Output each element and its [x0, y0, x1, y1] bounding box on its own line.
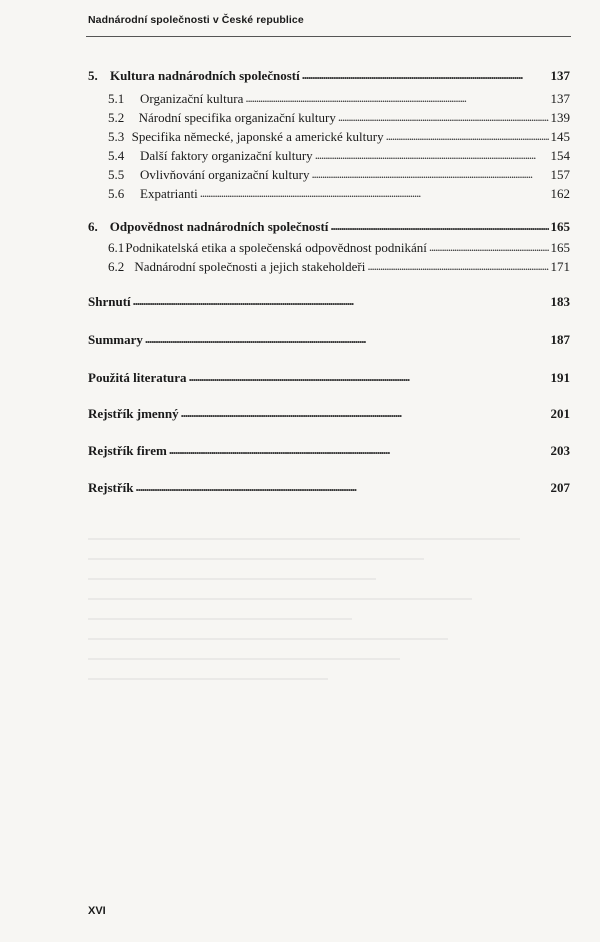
section-number: 5.2 — [108, 110, 125, 125]
leader-dots — [311, 167, 548, 182]
section-number: 5.1 — [108, 91, 125, 106]
leader-dots — [338, 110, 549, 125]
section-title: Ovlivňování organizační kultury — [140, 167, 310, 182]
section-title: Podnikatelská etika a společenská odpovědnost podnikání — [125, 240, 427, 255]
leader-dots — [189, 370, 549, 385]
back-matter-title: Použitá literatura — [88, 370, 187, 385]
toc-back-rejstrik[interactable] — [88, 480, 570, 496]
toc-back-rejstrik-firem[interactable] — [88, 443, 570, 459]
page-number: 165 — [550, 219, 570, 234]
chapter-number: 6. — [88, 219, 98, 234]
header-rule — [86, 36, 571, 37]
section-number: 5.4 — [108, 148, 125, 163]
page-number: 154 — [550, 148, 570, 163]
toc-chapter-6[interactable] — [88, 219, 570, 235]
section-number: 6.2 — [108, 259, 125, 274]
page-number: 183 — [550, 294, 570, 309]
show-through-text — [88, 520, 568, 820]
toc-section-6-2[interactable] — [108, 259, 570, 275]
chapter-title: Kultura nadnárodních společností — [110, 68, 300, 83]
page-number: 137 — [550, 68, 570, 83]
page-number: 201 — [550, 406, 570, 421]
back-matter-title: Rejstřík firem — [88, 443, 167, 458]
toc-section-5-1[interactable] — [108, 91, 570, 107]
chapter-number: 5. — [88, 68, 98, 83]
section-title: Další faktory organizační kultury — [140, 148, 313, 163]
leader-dots — [386, 129, 549, 144]
running-header: Nadnárodní společnosti v České republice — [88, 14, 304, 26]
page-number: 171 — [550, 259, 570, 274]
chapter-title: Odpovědnost nadnárodních společností — [109, 219, 329, 234]
section-number: 5.3 — [108, 129, 125, 144]
page-number: 191 — [550, 370, 570, 385]
page-number: 137 — [550, 91, 570, 106]
toc-section-5-3[interactable] — [108, 129, 570, 145]
page-number: 187 — [550, 332, 570, 347]
page-number: 139 — [550, 110, 570, 125]
page-number: 207 — [550, 480, 570, 495]
leader-dots — [136, 480, 549, 495]
leader-dots — [133, 294, 549, 309]
section-number: 5.6 — [108, 186, 125, 201]
section-title: Organizační kultura — [140, 91, 244, 106]
back-matter-title: Summary — [88, 332, 143, 347]
leader-dots — [200, 186, 549, 201]
section-number: 6.1 — [108, 240, 125, 255]
toc-section-5-4[interactable] — [108, 148, 570, 164]
toc-section-5-6[interactable] — [108, 186, 570, 202]
section-title: Specifika německé, japonské a americké kultury — [131, 129, 384, 144]
leader-dots — [330, 219, 548, 234]
back-matter-title: Rejstřík — [88, 480, 134, 495]
toc-section-5-5[interactable] — [108, 167, 570, 183]
leader-dots — [302, 68, 549, 83]
section-number: 5.5 — [108, 167, 125, 182]
toc-section-5-2[interactable] — [108, 110, 570, 126]
section-title: Expatrianti — [140, 186, 198, 201]
page-number: 145 — [550, 129, 570, 144]
leader-dots — [429, 240, 549, 255]
back-matter-title: Rejstřík jmenný — [88, 406, 179, 421]
page-folio: XVI — [88, 905, 106, 917]
toc-back-literatura[interactable] — [88, 370, 570, 386]
page-number: 157 — [550, 167, 570, 182]
toc-back-shrnuti[interactable] — [88, 294, 570, 310]
toc-section-6-1[interactable] — [108, 240, 570, 256]
section-title: Národní specifika organizační kultury — [138, 110, 336, 125]
back-matter-title: Shrnutí — [88, 294, 131, 309]
toc-chapter-5[interactable] — [88, 68, 570, 84]
toc-back-rejstrik-jmenny[interactable] — [88, 406, 570, 422]
page-number: 165 — [550, 240, 570, 255]
leader-dots — [245, 91, 548, 106]
leader-dots — [315, 148, 549, 163]
section-title: Nadnárodní společnosti a jejich stakeholdeři — [134, 259, 366, 274]
leader-dots — [181, 406, 549, 421]
leader-dots — [145, 332, 549, 347]
leader-dots — [367, 259, 548, 274]
page-number: 203 — [550, 443, 570, 458]
leader-dots — [169, 443, 549, 458]
page-number: 162 — [550, 186, 570, 201]
toc-back-summary[interactable] — [88, 332, 570, 348]
